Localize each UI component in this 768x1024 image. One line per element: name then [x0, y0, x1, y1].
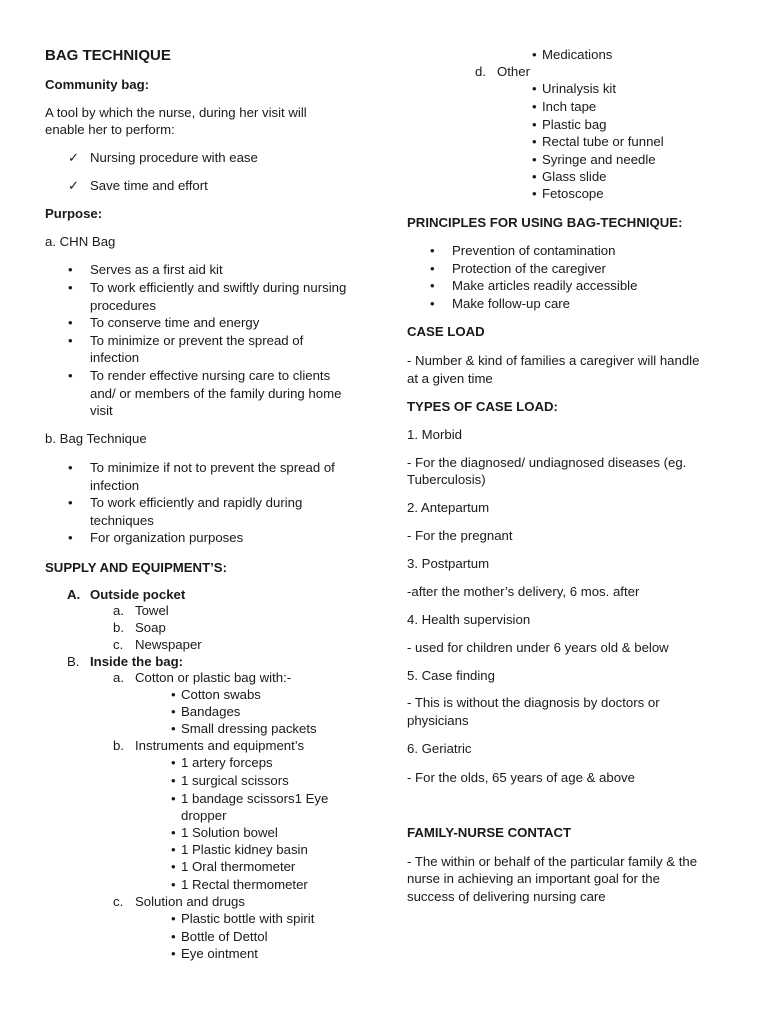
case-type-name: 2. Antepartum	[407, 500, 490, 515]
nested-item: • Eye ointment	[181, 945, 258, 963]
nested-item: • Inch tape	[542, 98, 596, 116]
sub-marker: d.	[475, 64, 486, 79]
sub-marker: c.	[113, 894, 124, 909]
purpose-heading: Purpose:	[45, 206, 103, 221]
case-load-heading: CASE LOAD	[407, 324, 485, 339]
list-item: • To minimize or prevent the spread of	[90, 332, 303, 350]
list-item: • Make follow-up care	[452, 295, 570, 313]
nested-item: • Rectal tube or funnel	[542, 133, 664, 151]
chn-bag-label: a. CHN Bag	[45, 234, 116, 249]
nested-item-cont: dropper	[181, 808, 227, 823]
case-type-desc: Tuberculosis)	[407, 472, 486, 487]
nested-item: • 1 Plastic kidney basin	[181, 841, 308, 859]
list-item: • For organization purposes	[90, 529, 243, 547]
list-item-cont: and/ or members of the family during home	[90, 386, 342, 401]
list-item-cont: infection	[90, 350, 140, 365]
list-item: • To minimize if not to prevent the spread of	[90, 459, 335, 477]
nested-item: • Bandages	[181, 703, 240, 721]
nested-item: • Cotton swabs	[181, 686, 261, 704]
nested-item: • Plastic bag	[542, 116, 607, 134]
list-item: • Make articles readily accessible	[452, 277, 637, 295]
nested-item: • Plastic bottle with spirit	[181, 910, 314, 928]
list-item: • Prevention of contamination	[452, 242, 615, 260]
sub-item: Soap	[135, 620, 166, 635]
inside-marker: B.	[67, 654, 80, 669]
family-nurse-heading: FAMILY-NURSE CONTACT	[407, 825, 572, 840]
nested-item: • Small dressing packets	[181, 720, 317, 738]
sub-marker: b.	[113, 738, 124, 753]
supply-heading: SUPPLY AND EQUIPMENT’S:	[45, 560, 227, 575]
nested-item: • Bottle of Dettol	[181, 928, 268, 946]
list-item-cont: visit	[90, 403, 113, 418]
case-type-desc: - used for children under 6 years old & below	[407, 640, 669, 655]
nested-item: • 1 Oral thermometer	[181, 858, 295, 876]
list-item: • To work efficiently and swiftly during nursing	[90, 279, 346, 297]
case-type-desc: - This is without the diagnosis by doctors or	[407, 695, 660, 710]
case-type-desc: -after the mother’s delivery, 6 mos. after	[407, 584, 640, 599]
case-type-name: 5. Case finding	[407, 668, 495, 683]
outside-pocket-label: Outside pocket	[90, 587, 186, 602]
nested-item: • Glass slide	[542, 168, 607, 186]
nested-item: • Medications	[542, 46, 612, 64]
case-type-desc: - For the olds, 65 years of age & above	[407, 770, 635, 785]
nested-item: • 1 bandage scissors1 Eye	[181, 790, 328, 808]
contact-text: - The within or behalf of the particular family & the	[407, 854, 698, 869]
sub-item: Towel	[135, 603, 169, 618]
outside-marker: A.	[67, 587, 81, 602]
check-item: ✓ Nursing procedure with ease	[90, 149, 258, 167]
intro-text-line-1: A tool by which the nurse, during her visit will	[45, 105, 307, 120]
sub-group-label: Other	[497, 64, 530, 79]
nested-item: • 1 artery forceps	[181, 754, 273, 772]
case-type-desc: physicians	[407, 713, 469, 728]
sub-marker: b.	[113, 620, 124, 635]
nested-item: • 1 surgical scissors	[181, 772, 289, 790]
nested-item: • 1 Rectal thermometer	[181, 876, 308, 894]
sub-group-label: Cotton or plastic bag with:-	[135, 670, 292, 685]
types-heading: TYPES OF CASE LOAD:	[407, 399, 558, 414]
sub-group-label: Instruments and equipment’s	[135, 738, 305, 753]
case-load-text: at a given time	[407, 371, 493, 386]
list-item: • Serves as a first aid kit	[90, 261, 223, 279]
sub-marker: a.	[113, 603, 124, 618]
bag-technique-label: b. Bag Technique	[45, 431, 147, 446]
list-item-cont: techniques	[90, 513, 154, 528]
list-item: • Protection of the caregiver	[452, 260, 606, 278]
contact-text: success of delivering nursing care	[407, 889, 606, 904]
contact-text: nurse in achieving an important goal for the	[407, 871, 660, 886]
principles-heading: PRINCIPLES FOR USING BAG-TECHNIQUE:	[407, 215, 683, 230]
sub-marker: c.	[113, 637, 124, 652]
nested-item: • Urinalysis kit	[542, 80, 616, 98]
nested-item: • Syringe and needle	[542, 151, 656, 169]
list-item: • To conserve time and energy	[90, 314, 259, 332]
nested-item: • Fetoscope	[542, 185, 604, 203]
case-type-name: 1. Morbid	[407, 427, 462, 442]
community-bag-heading: Community bag:	[45, 77, 150, 92]
list-item: • To work efficiently and rapidly during	[90, 494, 302, 512]
case-type-name: 6. Geriatric	[407, 741, 472, 756]
case-load-text: - Number & kind of families a caregiver will handle	[407, 353, 700, 368]
intro-text-line-2: enable her to perform:	[45, 122, 175, 137]
check-item: ✓ Save time and effort	[90, 177, 208, 195]
sub-marker: a.	[113, 670, 124, 685]
list-item-cont: infection	[90, 478, 140, 493]
nested-item: • 1 Solution bowel	[181, 824, 278, 842]
list-item: • To render effective nursing care to clients	[90, 367, 330, 385]
sub-group-label: Solution and drugs	[135, 894, 245, 909]
case-type-name: 4. Health supervision	[407, 612, 531, 627]
case-type-desc: - For the pregnant	[407, 528, 513, 543]
page-title: BAG TECHNIQUE	[45, 47, 171, 64]
case-type-desc: - For the diagnosed/ undiagnosed diseases (eg.	[407, 455, 687, 470]
list-item-cont: procedures	[90, 298, 156, 313]
sub-item: Newspaper	[135, 637, 202, 652]
case-type-name: 3. Postpartum	[407, 556, 490, 571]
inside-bag-label: Inside the bag:	[90, 654, 184, 669]
